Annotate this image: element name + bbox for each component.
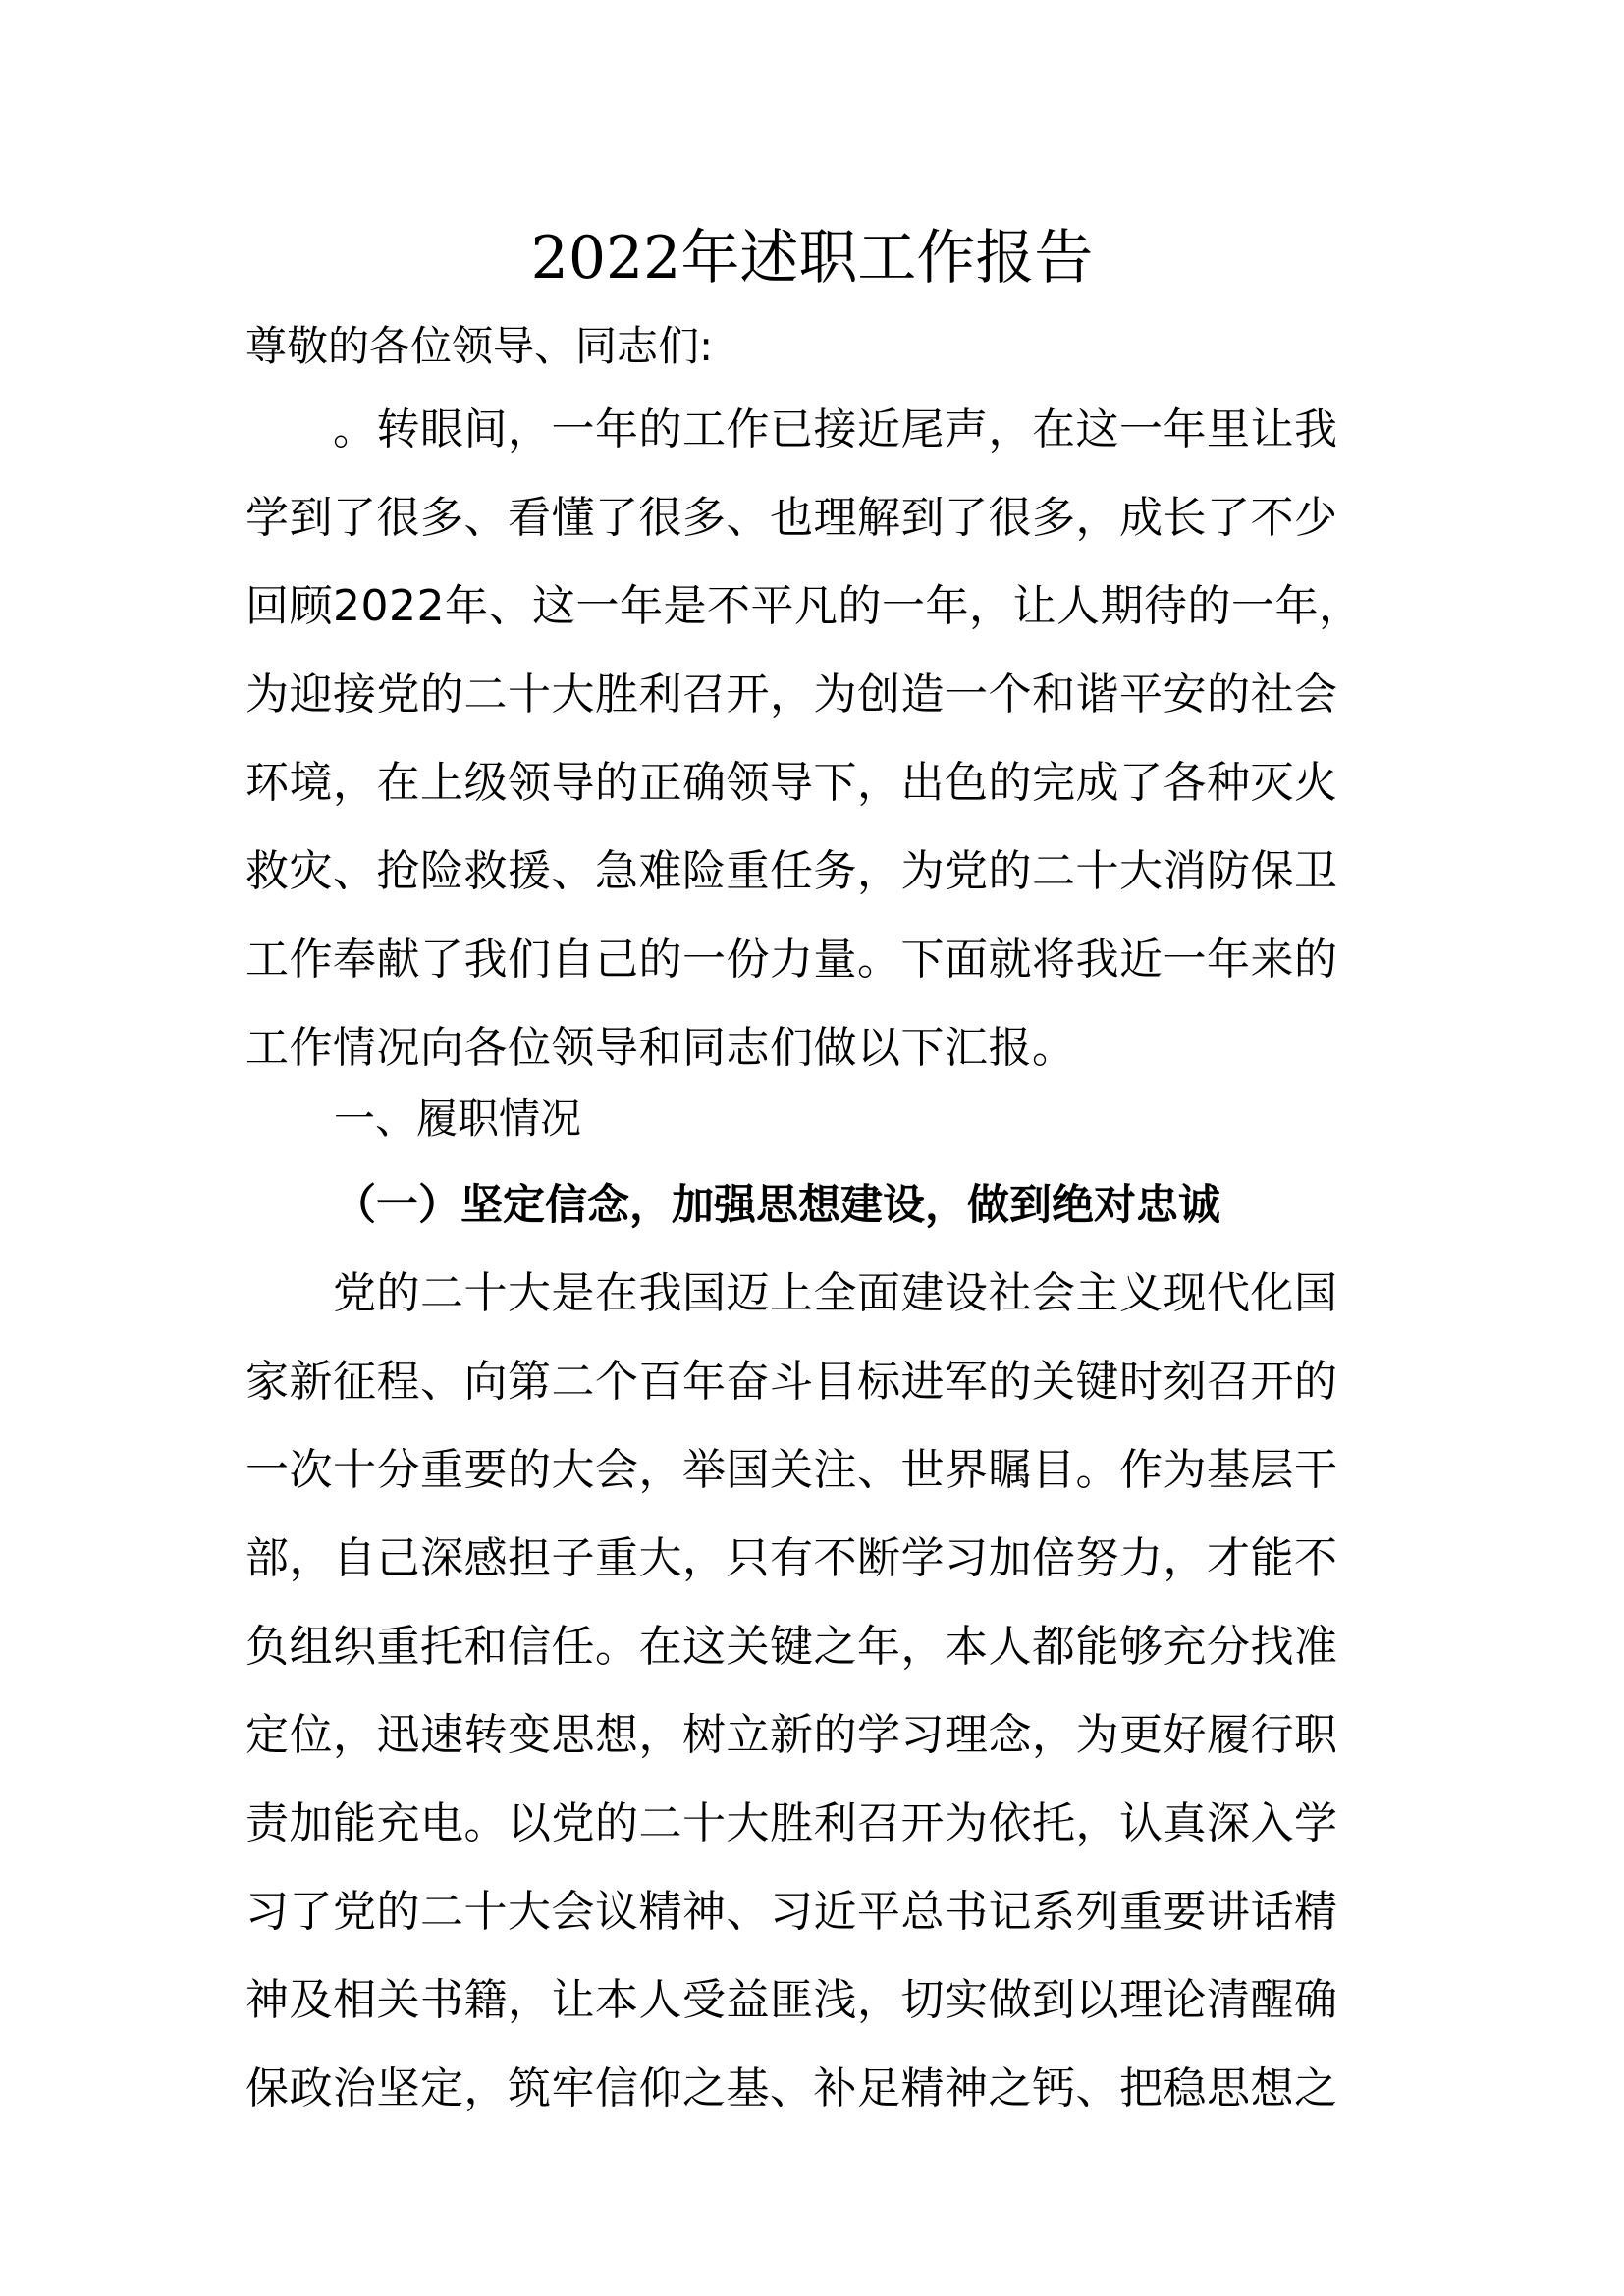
intro-line: 学到了很多、看懂了很多、也理解到了很多，成长了不少	[245, 493, 1338, 543]
intro-line: 回顾2022年、这一年是不平凡的一年，让人期待的一年，	[245, 581, 1363, 631]
body-line: 负组织重托和信任。在这关键之年，本人都能够充分找准	[245, 1622, 1338, 1672]
body-line: 部，自己深感担子重大，只有不断学习加倍努力，才能不	[245, 1533, 1338, 1583]
body-line: 保政治坚定，筑牢信仰之基、补足精神之钙、把稳思想之	[245, 2063, 1338, 2113]
body-line: 定位，迅速转变思想，树立新的学习理念，为更好履行职	[245, 1710, 1338, 1760]
section-heading: 一、履职情况	[334, 1095, 582, 1143]
intro-line: 环境，在上级领导的正确领导下，出色的完成了各种灭火	[245, 758, 1338, 808]
intro-line: 救灾、抢险救援、急难险重任务，为党的二十大消防保卫	[245, 846, 1338, 896]
body-line: 神及相关书籍，让本人受益匪浅，切实做到以理论清醒确	[245, 1975, 1338, 2025]
body-line: 一次十分重要的大会，举国关注、世界瞩目。作为基层干	[245, 1445, 1338, 1495]
salutation: 尊敬的各位领导、同志们:	[245, 322, 714, 370]
document-title: 2022年述职工作报告	[530, 224, 1094, 293]
intro-line: 为迎接党的二十大胜利召开，为创造一个和谐平安的社会	[245, 669, 1338, 720]
intro-line: 工作情况向各位领导和同志们做以下汇报。	[245, 1023, 1076, 1073]
subsection-heading: （一）坚定信念，加强思想建设，做到绝对忠诚	[334, 1181, 1220, 1230]
intro-line: 工作奉献了我们自己的一份力量。下面就将我近一年来的	[245, 934, 1338, 985]
body-line: 习了党的二十大会议精神、习近平总书记系列重要讲话精	[245, 1887, 1338, 1937]
body-line: 党的二十大是在我国迈上全面建设社会主义现代化国	[245, 1268, 1338, 1318]
body-line: 责加能充电。以党的二十大胜利召开为依托，认真深入学	[245, 1798, 1338, 1848]
body-line: 家新征程、向第二个百年奋斗目标进军的关键时刻召开的	[245, 1357, 1338, 1407]
intro-line: 。转眼间，一年的工作已接近尾声，在这一年里让我	[245, 404, 1338, 454]
